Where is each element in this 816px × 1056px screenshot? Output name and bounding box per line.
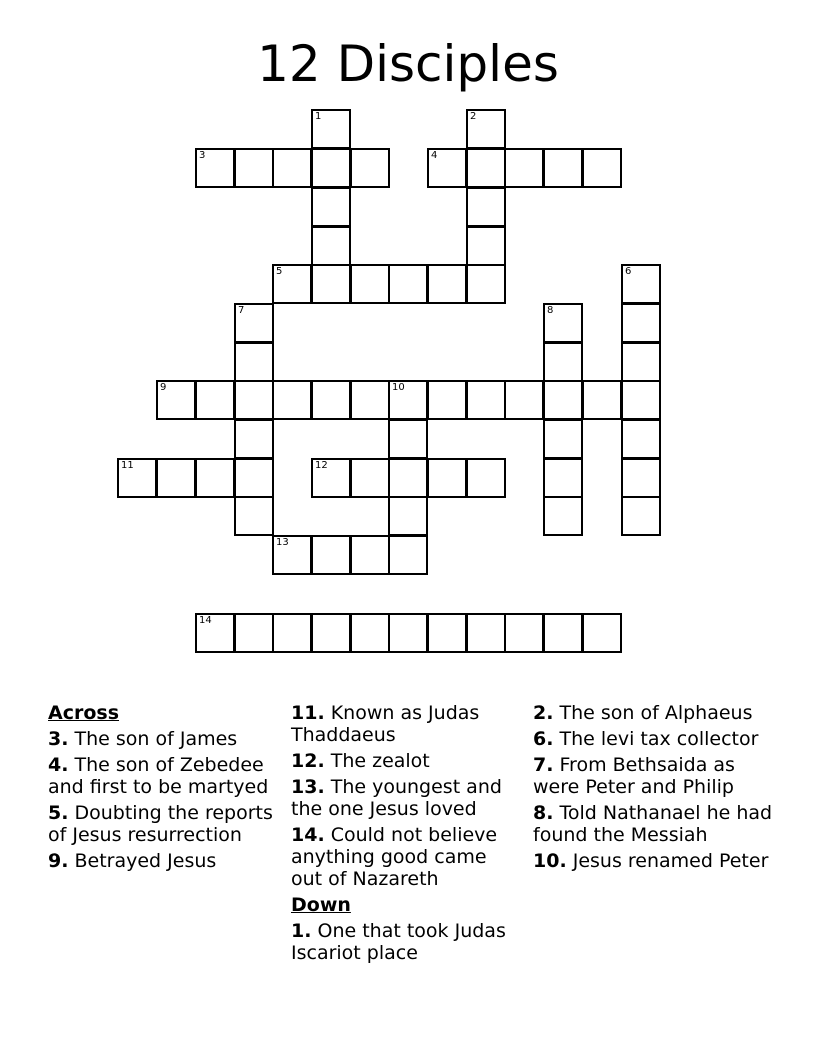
clue-down-8 (533, 802, 773, 846)
clue-text: Told Nathanael he had found the Messiah (533, 802, 773, 846)
grid-cell[interactable] (234, 148, 274, 188)
grid-cell[interactable] (350, 613, 390, 653)
grid-cell[interactable] (466, 187, 506, 227)
cell-number: 7 (238, 305, 245, 316)
clue-across-11 (291, 702, 521, 746)
grid-cell[interactable] (234, 613, 274, 653)
grid-cell[interactable] (388, 535, 428, 575)
clue-number: 5. (48, 802, 69, 824)
clue-number: 1. (291, 920, 312, 942)
grid-cell[interactable] (350, 148, 390, 188)
grid-cell[interactable] (272, 380, 312, 420)
clue-across-14 (291, 824, 521, 890)
clue-text: Could not believe anything good came out of Nazareth (291, 824, 498, 890)
grid-cell[interactable] (195, 148, 235, 188)
grid-cell[interactable] (504, 380, 544, 420)
grid-cell[interactable] (427, 264, 467, 304)
grid-cell[interactable] (195, 613, 235, 653)
grid-cell[interactable] (466, 458, 506, 498)
grid-cell[interactable] (621, 458, 661, 498)
clue-number: 14. (291, 824, 325, 846)
cell-number: 12 (315, 460, 328, 471)
page-title: 12 Disciples (257, 35, 559, 93)
clue-number: 6. (533, 728, 554, 750)
grid-cell[interactable] (427, 380, 467, 420)
grid-cell[interactable] (427, 458, 467, 498)
clue-down-2 (533, 702, 773, 724)
clue-number: 10. (533, 850, 567, 872)
clue-text: The levi tax collector (559, 728, 759, 750)
cell-number: 3 (199, 150, 206, 161)
clue-column-3 (533, 702, 773, 876)
clue-text: The son of Alphaeus (559, 702, 753, 724)
clue-text: Doubting the reports of Jesus resurrection (48, 802, 273, 846)
clue-number: 3. (48, 728, 69, 750)
clue-number: 2. (533, 702, 554, 724)
grid-cell[interactable] (621, 303, 661, 343)
cell-number: 10 (392, 382, 405, 393)
clue-down-6 (533, 728, 773, 750)
grid-cell[interactable] (543, 419, 583, 459)
clue-across-5 (48, 802, 278, 846)
down-heading: Down (291, 894, 351, 916)
clue-across-3 (48, 728, 278, 750)
grid-cell[interactable] (621, 419, 661, 459)
grid-cell[interactable] (543, 148, 583, 188)
clue-text: Jesus renamed Peter (572, 850, 769, 872)
grid-cell[interactable] (504, 613, 544, 653)
grid-cell[interactable] (621, 380, 661, 420)
grid-cell[interactable] (582, 613, 622, 653)
clue-text: The son of James (74, 728, 238, 750)
clue-number: 13. (291, 776, 325, 798)
clue-down-10 (533, 850, 773, 872)
grid-cell[interactable] (582, 148, 622, 188)
grid-cell[interactable] (388, 613, 428, 653)
grid-cell[interactable] (388, 458, 428, 498)
clue-number: 9. (48, 850, 69, 872)
grid-cell[interactable] (234, 342, 274, 382)
grid-cell[interactable] (234, 380, 274, 420)
grid-cell[interactable] (543, 342, 583, 382)
grid-cell[interactable] (466, 264, 506, 304)
grid-cell[interactable] (311, 613, 351, 653)
grid-cell[interactable] (234, 419, 274, 459)
grid-cell[interactable] (311, 226, 351, 266)
across-heading: Across (48, 702, 120, 724)
grid-cell[interactable] (272, 148, 312, 188)
clue-text: From Bethsaida as were Peter and Philip (533, 754, 735, 798)
grid-cell[interactable] (543, 613, 583, 653)
grid-cell[interactable] (234, 458, 274, 498)
grid-cell[interactable] (156, 380, 196, 420)
cell-number: 11 (121, 460, 134, 471)
clue-across-12 (291, 750, 521, 772)
grid-cell[interactable] (543, 458, 583, 498)
grid-cell[interactable] (543, 303, 583, 343)
cell-number: 1 (315, 111, 322, 122)
grid-cell[interactable] (543, 380, 583, 420)
grid-cell[interactable] (427, 613, 467, 653)
grid-cell[interactable] (311, 187, 351, 227)
grid-cell[interactable] (272, 535, 312, 575)
clue-column-2 (291, 702, 521, 968)
clue-down-7 (533, 754, 773, 798)
grid-cell[interactable] (234, 303, 274, 343)
grid-cell[interactable] (504, 148, 544, 188)
cell-number: 14 (199, 615, 212, 626)
clue-across-4 (48, 754, 278, 798)
grid-cell[interactable] (388, 380, 428, 420)
grid-cell[interactable] (621, 342, 661, 382)
grid-cell[interactable] (311, 264, 351, 304)
cell-number: 9 (160, 382, 167, 393)
grid-cell[interactable] (466, 226, 506, 266)
clue-text: Known as Judas Thaddaeus (291, 702, 480, 746)
grid-cell[interactable] (582, 380, 622, 420)
clue-number: 4. (48, 754, 69, 776)
grid-cell[interactable] (311, 109, 351, 149)
clue-column-1 (48, 702, 278, 876)
grid-cell[interactable] (466, 109, 506, 149)
clue-number: 7. (533, 754, 554, 776)
grid-cell[interactable] (427, 148, 467, 188)
clue-text: One that took Judas Iscariot place (291, 920, 506, 964)
clue-number: 12. (291, 750, 325, 772)
grid-cell[interactable] (117, 458, 157, 498)
grid-cell[interactable] (234, 496, 274, 536)
grid-cell[interactable] (388, 264, 428, 304)
clue-number: 11. (291, 702, 325, 724)
grid-cell[interactable] (311, 535, 351, 575)
grid-cell[interactable] (350, 458, 390, 498)
clue-down-1 (291, 920, 521, 964)
cell-number: 6 (625, 266, 632, 277)
clue-text: Betrayed Jesus (74, 850, 217, 872)
grid-cell[interactable] (272, 264, 312, 304)
grid-cell[interactable] (311, 380, 351, 420)
cell-number: 2 (470, 111, 477, 122)
clue-text: The youngest and the one Jesus loved (291, 776, 502, 820)
grid-cell[interactable] (195, 380, 235, 420)
grid-cell[interactable] (621, 496, 661, 536)
grid-cell[interactable] (350, 535, 390, 575)
grid-cell[interactable] (543, 496, 583, 536)
grid-cell[interactable] (272, 613, 312, 653)
grid-cell[interactable] (311, 148, 351, 188)
grid-cell[interactable] (350, 380, 390, 420)
cell-number: 5 (276, 266, 283, 277)
cell-number: 8 (547, 305, 554, 316)
grid-cell[interactable] (388, 419, 428, 459)
clue-across-9 (48, 850, 278, 872)
grid-cell[interactable] (466, 380, 506, 420)
clue-text: The son of Zebedee and first to be martyed (48, 754, 269, 798)
grid-cell[interactable] (350, 264, 390, 304)
cell-number: 4 (431, 150, 438, 161)
clue-number: 8. (533, 802, 554, 824)
grid-cell[interactable] (621, 264, 661, 304)
grid-cell[interactable] (156, 458, 196, 498)
grid-cell[interactable] (466, 148, 506, 188)
cell-number: 13 (276, 537, 289, 548)
clue-text: The zealot (330, 750, 430, 772)
grid-cell[interactable] (195, 458, 235, 498)
grid-cell[interactable] (311, 458, 351, 498)
grid-cell[interactable] (388, 496, 428, 536)
clue-across-13 (291, 776, 521, 820)
grid-cell[interactable] (466, 613, 506, 653)
